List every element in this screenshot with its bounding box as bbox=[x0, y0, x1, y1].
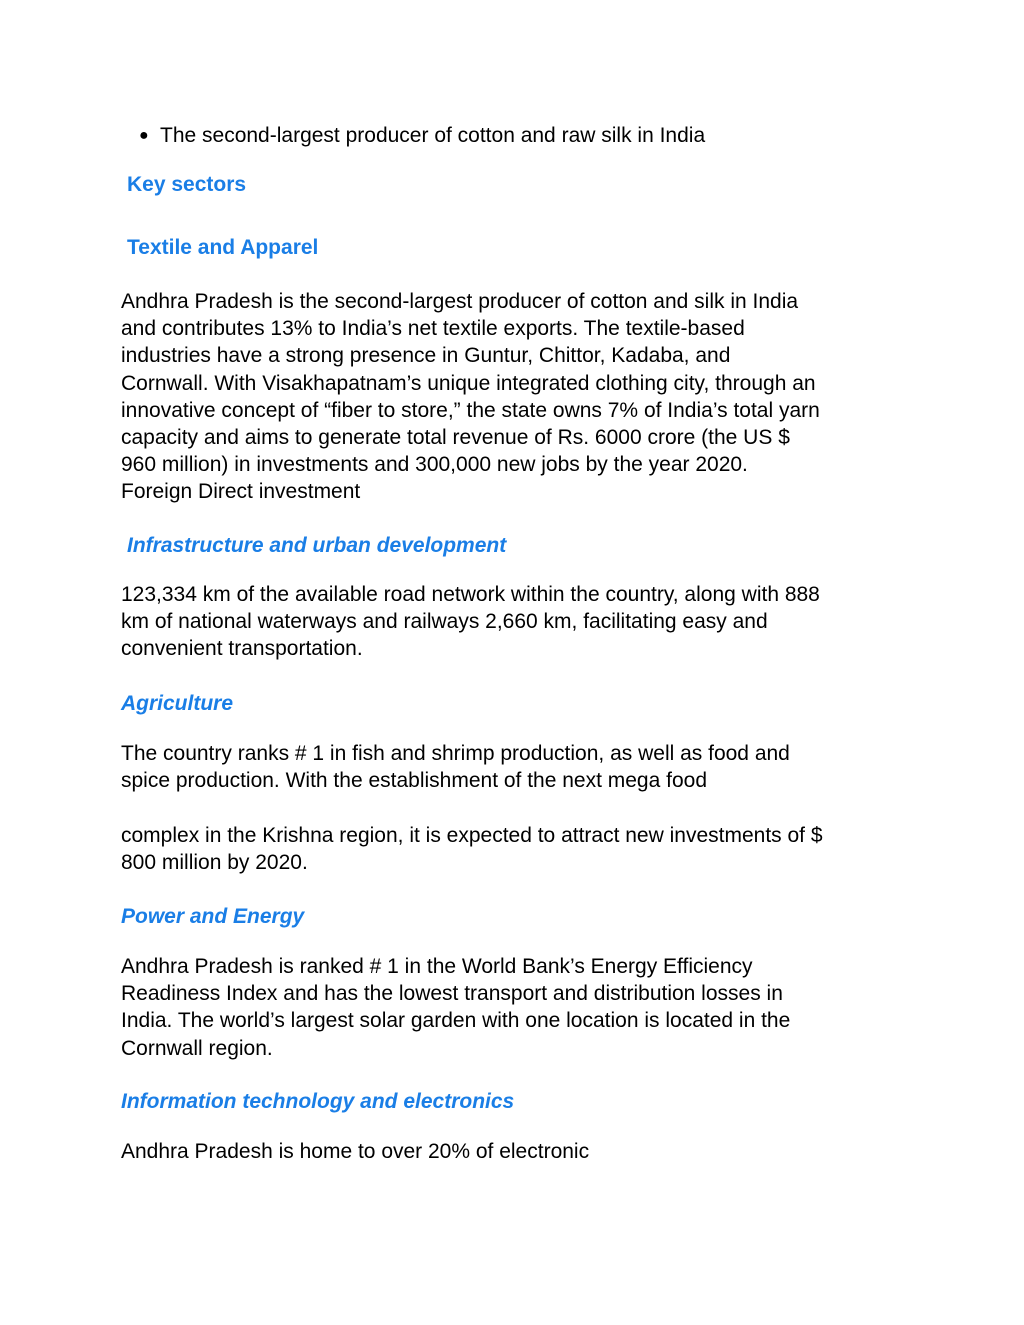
paragraph-line: industries have a strong presence in Guntur, Chittor, Kadaba, and bbox=[121, 344, 731, 368]
paragraph-line: Cornwall. With Visakhapatnam’s unique integrated clothing city, through an bbox=[121, 371, 816, 395]
paragraph-line: and contributes 13% to India’s net textile exports. The textile-based bbox=[121, 317, 745, 341]
paragraph-line: Andhra Pradesh is the second-largest producer of cotton and silk in India bbox=[121, 290, 799, 313]
heading-agriculture: Agriculture bbox=[121, 692, 234, 715]
paragraph-line: 960 million) in investments and 300,000 new jobs by the year 2020. bbox=[121, 453, 748, 477]
heading-it: Information technology and electronics bbox=[121, 1090, 515, 1113]
intro-bullet-item bbox=[139, 122, 705, 149]
intro-bullet-text: The second-largest producer of cotton and raw silk in India bbox=[160, 124, 706, 147]
paragraph-it bbox=[121, 1138, 921, 1165]
paragraph-line: The country ranks # 1 in fish and shrimp production, as well as food and bbox=[121, 742, 790, 765]
paragraph-line: spice production. With the establishment of the next mega food bbox=[121, 769, 708, 793]
paragraph-line: 123,334 km of the available road network within the country, along with 888 bbox=[121, 583, 820, 606]
paragraph-agriculture-2 bbox=[121, 822, 921, 876]
paragraph-power bbox=[121, 953, 921, 1062]
paragraph-line: Readiness Index and has the lowest transport and distribution losses in bbox=[121, 982, 783, 1006]
paragraph-line: capacity and aims to generate total revenue of Rs. 6000 crore (the US $ bbox=[121, 426, 790, 450]
paragraph-line: Andhra Pradesh is ranked # 1 in the World Bank’s Energy Efficiency bbox=[121, 955, 753, 978]
paragraph-line: complex in the Krishna region, it is expected to attract new investments of $ bbox=[121, 824, 823, 847]
paragraph-line: innovative concept of “fiber to store,” the state owns 7% of India’s total yarn bbox=[121, 398, 820, 422]
heading-power: Power and Energy bbox=[121, 905, 305, 928]
paragraph-infrastructure bbox=[121, 581, 921, 663]
paragraph-line: Cornwall region. bbox=[121, 1036, 273, 1060]
heading-infrastructure: Infrastructure and urban development bbox=[127, 534, 507, 557]
paragraph-agriculture-1 bbox=[121, 740, 921, 794]
heading-textile: Textile and Apparel bbox=[127, 236, 319, 259]
paragraph-line: convenient transportation. bbox=[121, 637, 363, 661]
paragraph-textile bbox=[121, 288, 921, 506]
paragraph-line: India. The world’s largest solar garden with one location is located in the bbox=[121, 1009, 791, 1033]
paragraph-line: 800 million by 2020. bbox=[121, 851, 308, 875]
paragraph-line: Foreign Direct investment bbox=[121, 480, 361, 504]
heading-key-sectors: Key sectors bbox=[127, 173, 247, 196]
paragraph-line: km of national waterways and railways 2,660 km, facilitating easy and bbox=[121, 610, 768, 634]
paragraph-line: Andhra Pradesh is home to over 20% of electronic bbox=[121, 1140, 590, 1163]
bullet-dot-icon: ● bbox=[139, 127, 149, 144]
